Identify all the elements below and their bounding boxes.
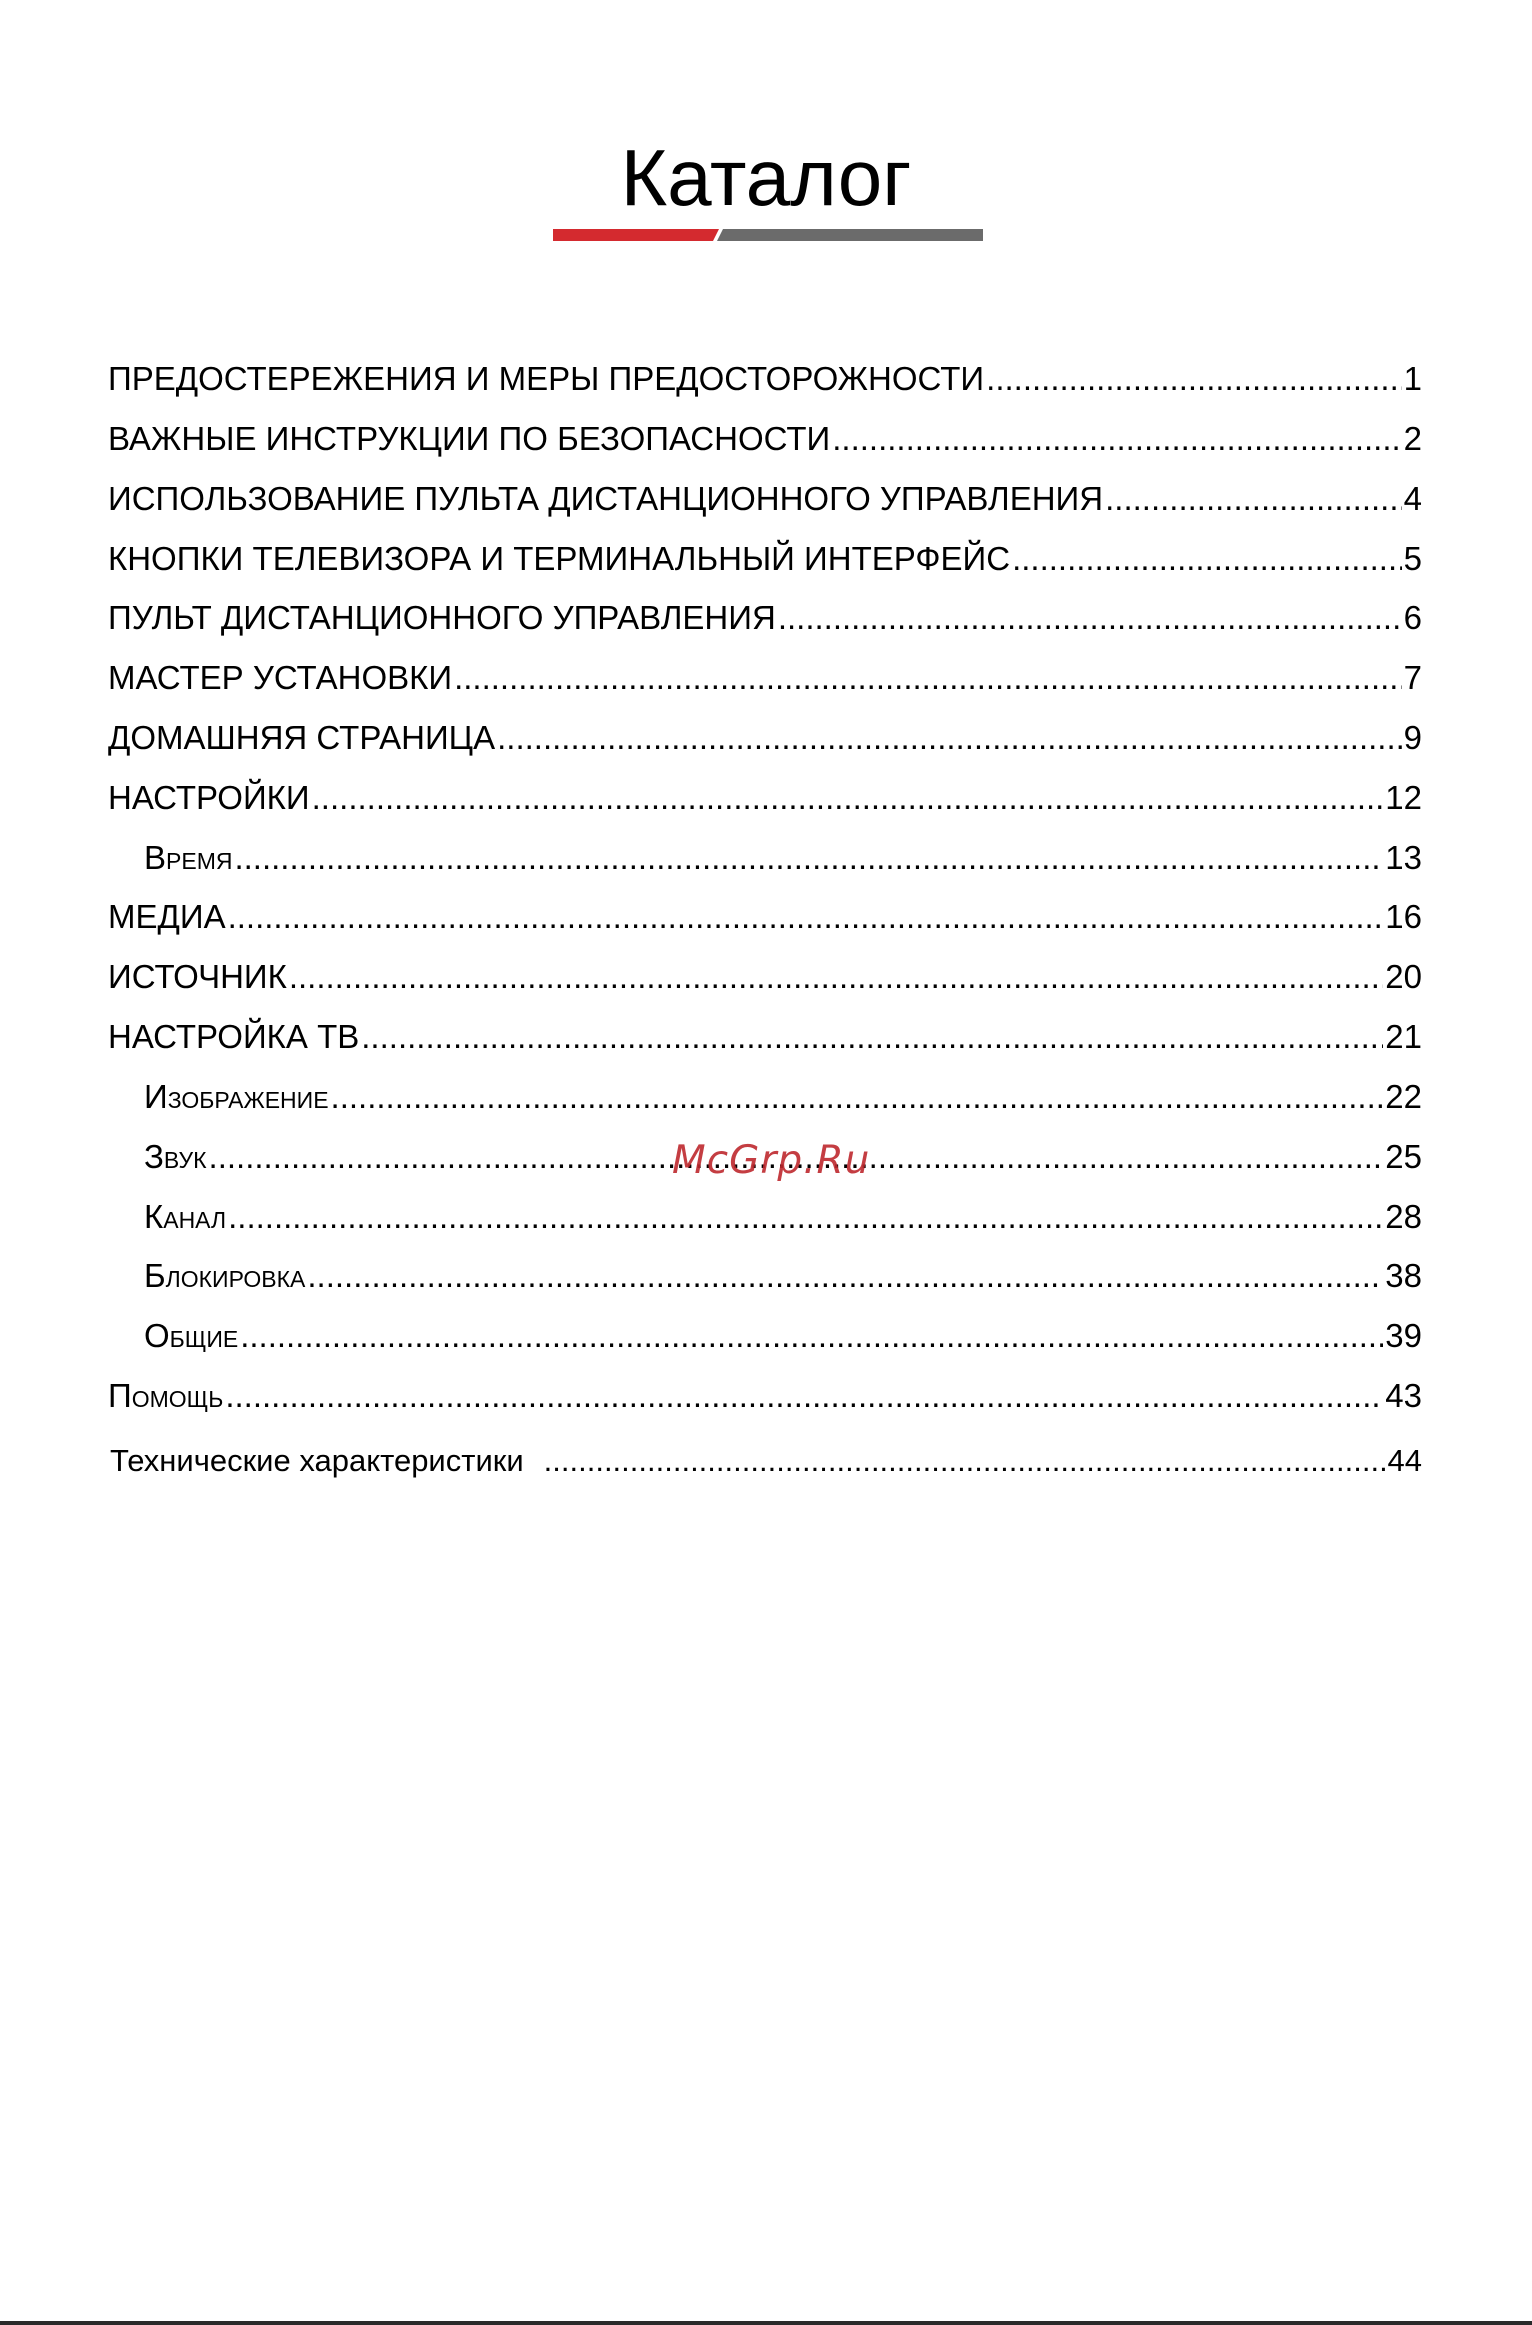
toc-entry-page: 12 bbox=[1385, 779, 1422, 816]
toc-entry-label: Изображение bbox=[144, 1078, 329, 1115]
toc-dot-leader bbox=[832, 420, 1401, 458]
toc-entry-label: Технические характеристики bbox=[110, 1443, 524, 1478]
toc-dot-leader bbox=[312, 779, 1384, 817]
toc-entry-page: 25 bbox=[1385, 1138, 1422, 1175]
toc-entry-page: 43 bbox=[1385, 1377, 1422, 1414]
toc-dot-leader bbox=[225, 1377, 1383, 1415]
toc-entry-page: 7 bbox=[1403, 659, 1422, 696]
toc-entry-label: КНОПКИ ТЕЛЕВИЗОРА И ТЕРМИНАЛЬНЫЙ ИНТЕРФЕЙС bbox=[108, 540, 1011, 577]
toc-entry[interactable] bbox=[0, 1309, 1532, 1355]
toc-entry[interactable] bbox=[0, 771, 1532, 817]
toc-entry-label: ПРЕДОСТЕРЕЖЕНИЯ И МЕРЫ ПРЕДОСТОРОЖНОСТИ bbox=[108, 360, 985, 397]
toc-entry-page: 21 bbox=[1385, 1018, 1422, 1055]
toc-dot-leader bbox=[454, 659, 1402, 697]
toc-entry-label: Помощь bbox=[108, 1377, 224, 1414]
toc-entry[interactable] bbox=[0, 711, 1532, 757]
toc-entry-page: 13 bbox=[1385, 839, 1422, 876]
toc-entry[interactable] bbox=[0, 1010, 1532, 1056]
toc-dot-leader bbox=[307, 1257, 1383, 1295]
toc-dot-leader bbox=[361, 1018, 1383, 1056]
toc-entry[interactable] bbox=[0, 831, 1532, 877]
toc-entry[interactable] bbox=[0, 352, 1532, 398]
toc-entry[interactable] bbox=[0, 472, 1532, 518]
toc-entry-page: 44 bbox=[1387, 1443, 1422, 1478]
toc-entry-page: 22 bbox=[1385, 1078, 1422, 1115]
toc-entry-label: ДОМАШНЯЯ СТРАНИЦА bbox=[108, 719, 496, 756]
toc-entry-label: Канал bbox=[144, 1198, 227, 1235]
toc-dot-leader bbox=[240, 1317, 1383, 1355]
toc-entry-label: МЕДИА bbox=[108, 898, 226, 935]
toc-entry-page: 4 bbox=[1403, 480, 1422, 517]
toc-dot-leader bbox=[228, 898, 1384, 936]
toc-entry[interactable] bbox=[0, 1190, 1532, 1236]
toc-entry-label: Общие bbox=[144, 1317, 239, 1354]
toc-entry-page: 28 bbox=[1385, 1198, 1422, 1235]
toc-dot-leader bbox=[986, 360, 1401, 398]
toc-entry-label: Блокировка bbox=[144, 1257, 306, 1294]
toc-entry[interactable] bbox=[0, 1070, 1532, 1116]
toc-entry-label: НАСТРОЙКИ bbox=[108, 779, 310, 816]
toc-dot-leader bbox=[234, 839, 1383, 877]
toc-entry-page: 16 bbox=[1385, 898, 1422, 935]
toc-entry[interactable] bbox=[0, 1249, 1532, 1295]
toc-dot-leader bbox=[1105, 480, 1402, 518]
watermark: McGrp.Ru bbox=[672, 1138, 871, 1183]
toc-entry-page: 5 bbox=[1403, 540, 1422, 577]
toc-entry[interactable] bbox=[0, 532, 1532, 578]
toc-dot-leader bbox=[778, 599, 1402, 637]
toc-dot-leader bbox=[289, 958, 1383, 996]
toc-entry-page: 38 bbox=[1385, 1257, 1422, 1294]
toc-entry-label: ВАЖНЫЕ ИНСТРУКЦИИ ПО БЕЗОПАСНОСТИ bbox=[108, 420, 831, 457]
toc-entry[interactable] bbox=[0, 1369, 1532, 1415]
toc-entry-label: ИСТОЧНИК bbox=[108, 958, 287, 995]
toc-entry[interactable] bbox=[0, 591, 1532, 637]
bottom-edge-line bbox=[0, 2321, 1532, 2325]
toc-entry[interactable] bbox=[0, 412, 1532, 458]
toc-entry[interactable] bbox=[0, 890, 1532, 936]
page-title: Каталог bbox=[620, 133, 912, 222]
toc-entry-label: Время bbox=[144, 839, 233, 876]
toc-dot-leader bbox=[1012, 540, 1402, 578]
toc-dot-leader bbox=[228, 1198, 1383, 1236]
toc-entry-page: 20 bbox=[1385, 958, 1422, 995]
toc-entry-label: НАСТРОЙКА ТВ bbox=[108, 1018, 360, 1055]
toc-dot-leader bbox=[331, 1078, 1384, 1116]
toc-dot-leader bbox=[544, 1442, 1386, 1480]
toc-entry-label: ИСПОЛЬЗОВАНИЕ ПУЛЬТА ДИСТАНЦИОННОГО УПРАВЛЕНИЯ bbox=[108, 480, 1104, 517]
toc-entry-page: 9 bbox=[1403, 719, 1422, 756]
toc-entry[interactable] bbox=[0, 651, 1532, 697]
toc-entry-page: 6 bbox=[1403, 599, 1422, 636]
toc-entry[interactable] bbox=[0, 1434, 1532, 1480]
toc-entry-label: ПУЛЬТ ДИСТАНЦИОННОГО УПРАВЛЕНИЯ bbox=[108, 599, 776, 636]
toc-entry-label: Звук bbox=[144, 1138, 207, 1175]
toc-entry-page: 1 bbox=[1403, 360, 1422, 397]
toc-entry-label: МАСТЕР УСТАНОВКИ bbox=[108, 659, 453, 696]
toc-entry[interactable] bbox=[0, 950, 1532, 996]
toc-entry-page: 39 bbox=[1385, 1317, 1422, 1354]
toc-dot-leader bbox=[497, 719, 1402, 757]
toc-entry-page: 2 bbox=[1403, 420, 1422, 457]
